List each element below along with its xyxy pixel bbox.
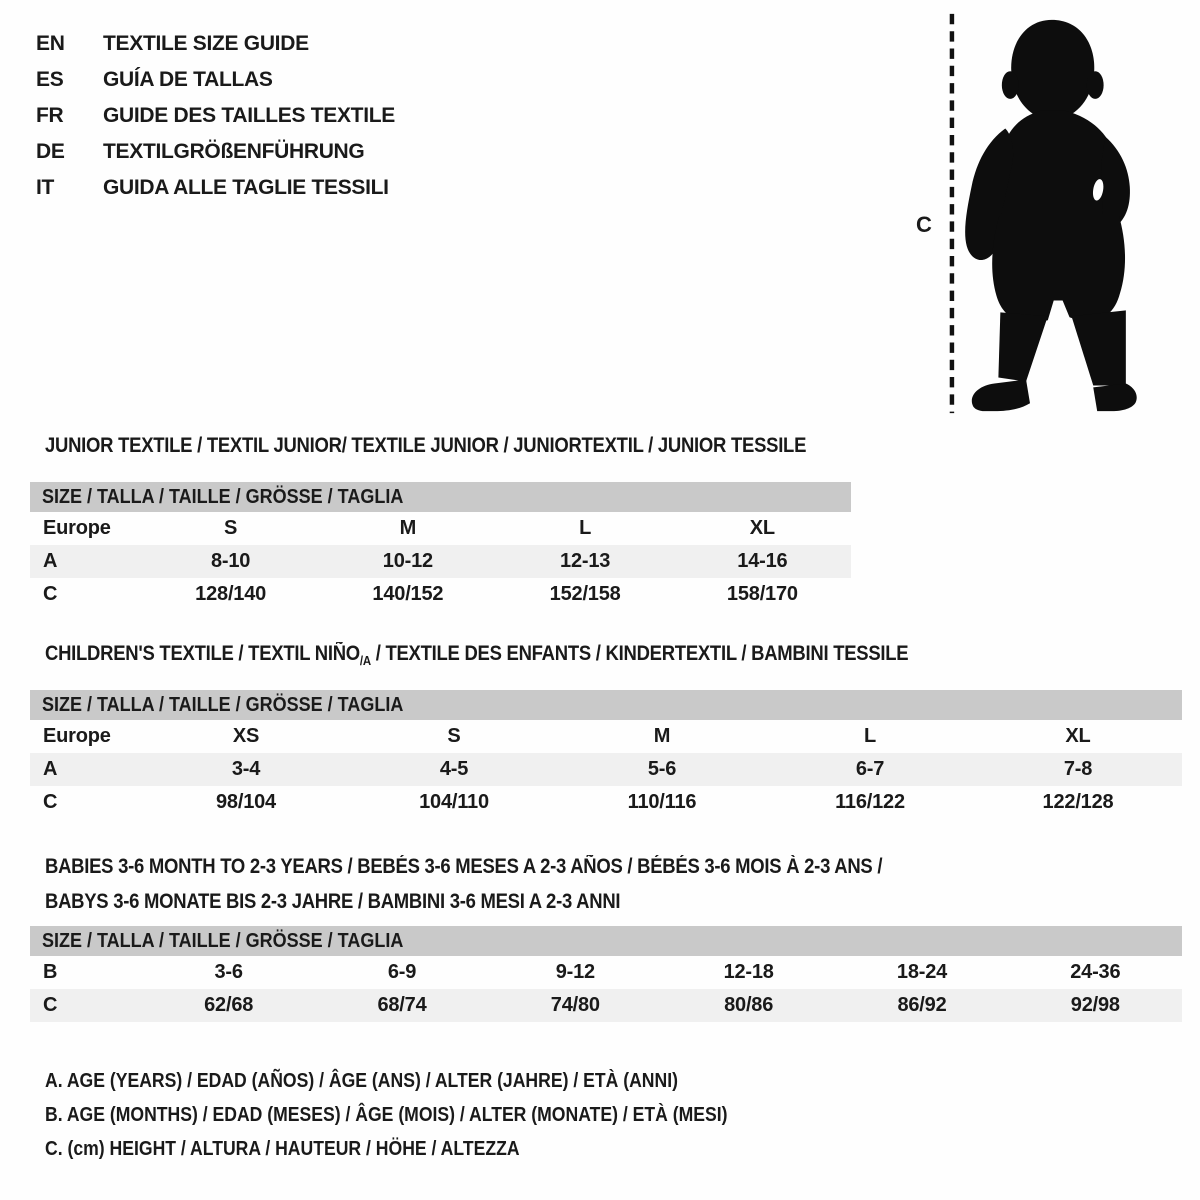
row-label: B (43, 961, 58, 983)
height-cell: 104/110 (419, 791, 489, 813)
row-label: C (43, 583, 58, 605)
age-cell: 10-12 (382, 550, 433, 572)
height-cell: 152/158 (549, 583, 621, 605)
size-table-header (30, 690, 1182, 720)
junior-section-title-text: JUNIOR TEXTILE / TEXTIL JUNIOR/ TEXTILE JUNIOR / JUNIORTEXTIL / JUNIOR TESSILE (45, 434, 807, 457)
table-row-months (30, 956, 1182, 989)
table-row-height (30, 578, 851, 611)
age-cell: 5-6 (647, 758, 677, 780)
lang-code: IT (36, 176, 55, 199)
age-cell: 4-5 (439, 758, 469, 780)
size-table-header-text: SIZE / TALLA / TAILLE / GRÖSSE / TAGLIA (42, 693, 404, 716)
height-cell: 122/128 (1042, 791, 1114, 813)
babies-title-line2: BABYS 3-6 MONATE BIS 2-3 JAHRE / BAMBINI 3-6 MESI A 2-3 ANNI (45, 889, 621, 913)
age-cell: 12-13 (560, 550, 611, 572)
age-cell: 6-7 (855, 758, 885, 780)
months-cell: 18-24 (896, 961, 948, 983)
size-cell: L (579, 517, 592, 539)
guide-title: TEXTILE SIZE GUIDE (103, 32, 309, 55)
junior-size-table (30, 482, 851, 611)
children-title-subscript: /A (359, 653, 371, 668)
babies-title-line1: BABIES 3-6 MONTH TO 2-3 YEARS / BEBÉS 3-6 MESES A 2-3 AÑOS / BÉBÉS 3-6 MOIS À 2-3 ANS / (45, 854, 883, 878)
guide-title: GUIDA ALLE TAGLIE TESSILI (103, 176, 389, 199)
table-row-age (30, 545, 851, 578)
age-cell: 3-4 (231, 758, 261, 780)
height-cell: 74/80 (550, 994, 600, 1016)
children-section-title (45, 642, 1026, 668)
babies-section-title (45, 849, 996, 919)
lang-code: DE (36, 140, 65, 163)
table-row-europe (30, 720, 1182, 753)
size-cell: L (863, 725, 877, 747)
lang-code: EN (36, 32, 65, 55)
height-cell: 86/92 (897, 994, 947, 1016)
language-title-list (36, 26, 395, 206)
children-table-rows (30, 720, 1182, 819)
children-title-suffix: / TEXTILE DES ENFANTS / KINDERTEXTIL / BAMBINI TESSILE (370, 642, 909, 665)
size-cell: S (224, 517, 238, 539)
lang-row-en (36, 26, 395, 62)
lang-row-de (36, 134, 395, 170)
size-cell: XS (232, 725, 260, 747)
children-section-title-text (45, 642, 908, 668)
row-label: Europe (43, 517, 111, 539)
months-cell: 6-9 (387, 961, 417, 983)
height-cell: 116/122 (835, 791, 905, 813)
lang-row-it (36, 170, 395, 206)
months-cell: 3-6 (214, 961, 243, 983)
age-cell: 7-8 (1063, 758, 1093, 780)
guide-title: GUÍA DE TALLAS (103, 68, 273, 91)
junior-section-title (45, 434, 910, 458)
height-cell: 128/140 (195, 583, 267, 605)
measure-legend (45, 1064, 821, 1166)
height-cell: 62/68 (204, 994, 254, 1016)
babies-table-rows (30, 956, 1182, 1022)
row-label: A (43, 550, 58, 572)
months-cell: 24-36 (1070, 961, 1121, 983)
guide-title: GUIDE DES TAILLES TEXTILE (103, 104, 395, 127)
babies-size-table (30, 926, 1182, 1022)
age-cell: 14-16 (737, 550, 788, 572)
size-cell: XL (749, 517, 775, 539)
children-title-prefix: CHILDREN'S TEXTILE / TEXTIL NIÑO (45, 642, 360, 665)
height-cell: 92/98 (1070, 994, 1120, 1016)
children-size-table (30, 690, 1182, 819)
lang-row-fr (36, 98, 395, 134)
legend-line-b: B. AGE (MONTHS) / EDAD (MESES) / ÂGE (MOIS) / ALTER (MONATE) / ETÀ (MESI) (45, 1103, 728, 1126)
toddler-silhouette-icon (900, 8, 1160, 423)
lang-row-es (36, 62, 395, 98)
legend-line-c: C. (cm) HEIGHT / ALTURA / HAUTEUR / HÖHE / ALTEZZA (45, 1137, 520, 1160)
height-measure-label: C (916, 212, 932, 237)
table-row-europe (30, 512, 851, 545)
height-cell: 110/116 (627, 791, 697, 813)
row-label: C (43, 791, 58, 813)
height-cell: 68/74 (377, 994, 427, 1016)
size-cell: XL (1065, 725, 1091, 747)
junior-table-rows (30, 512, 851, 611)
height-cell: 140/152 (372, 583, 444, 605)
row-label: A (43, 758, 58, 780)
row-label: Europe (43, 725, 111, 747)
months-cell: 12-18 (723, 961, 774, 983)
height-cell: 98/104 (216, 791, 276, 813)
months-cell: 9-12 (555, 961, 595, 983)
height-cell: 158/170 (726, 583, 798, 605)
size-table-header-text: SIZE / TALLA / TAILLE / GRÖSSE / TAGLIA (42, 929, 404, 952)
size-table-header (30, 926, 1182, 956)
height-figure (900, 8, 1160, 423)
height-cell: 80/86 (724, 994, 774, 1016)
table-row-height (30, 786, 1182, 819)
table-row-height (30, 989, 1182, 1022)
size-cell: S (447, 725, 461, 747)
size-table-header-text: SIZE / TALLA / TAILLE / GRÖSSE / TAGLIA (42, 485, 404, 508)
legend-line-a: A. AGE (YEARS) / EDAD (AÑOS) / ÂGE (ANS) / ALTER (JAHRE) / ETÀ (ANNI) (45, 1069, 678, 1092)
lang-code: ES (36, 68, 64, 91)
lang-code: FR (36, 104, 64, 127)
size-table-header (30, 482, 851, 512)
size-cell: M (399, 517, 417, 539)
row-label: C (43, 994, 58, 1016)
age-cell: 8-10 (211, 550, 251, 572)
guide-title: TEXTILGRÖßENFÜHRUNG (103, 140, 365, 163)
table-row-age (30, 753, 1182, 786)
size-cell: M (653, 725, 671, 747)
